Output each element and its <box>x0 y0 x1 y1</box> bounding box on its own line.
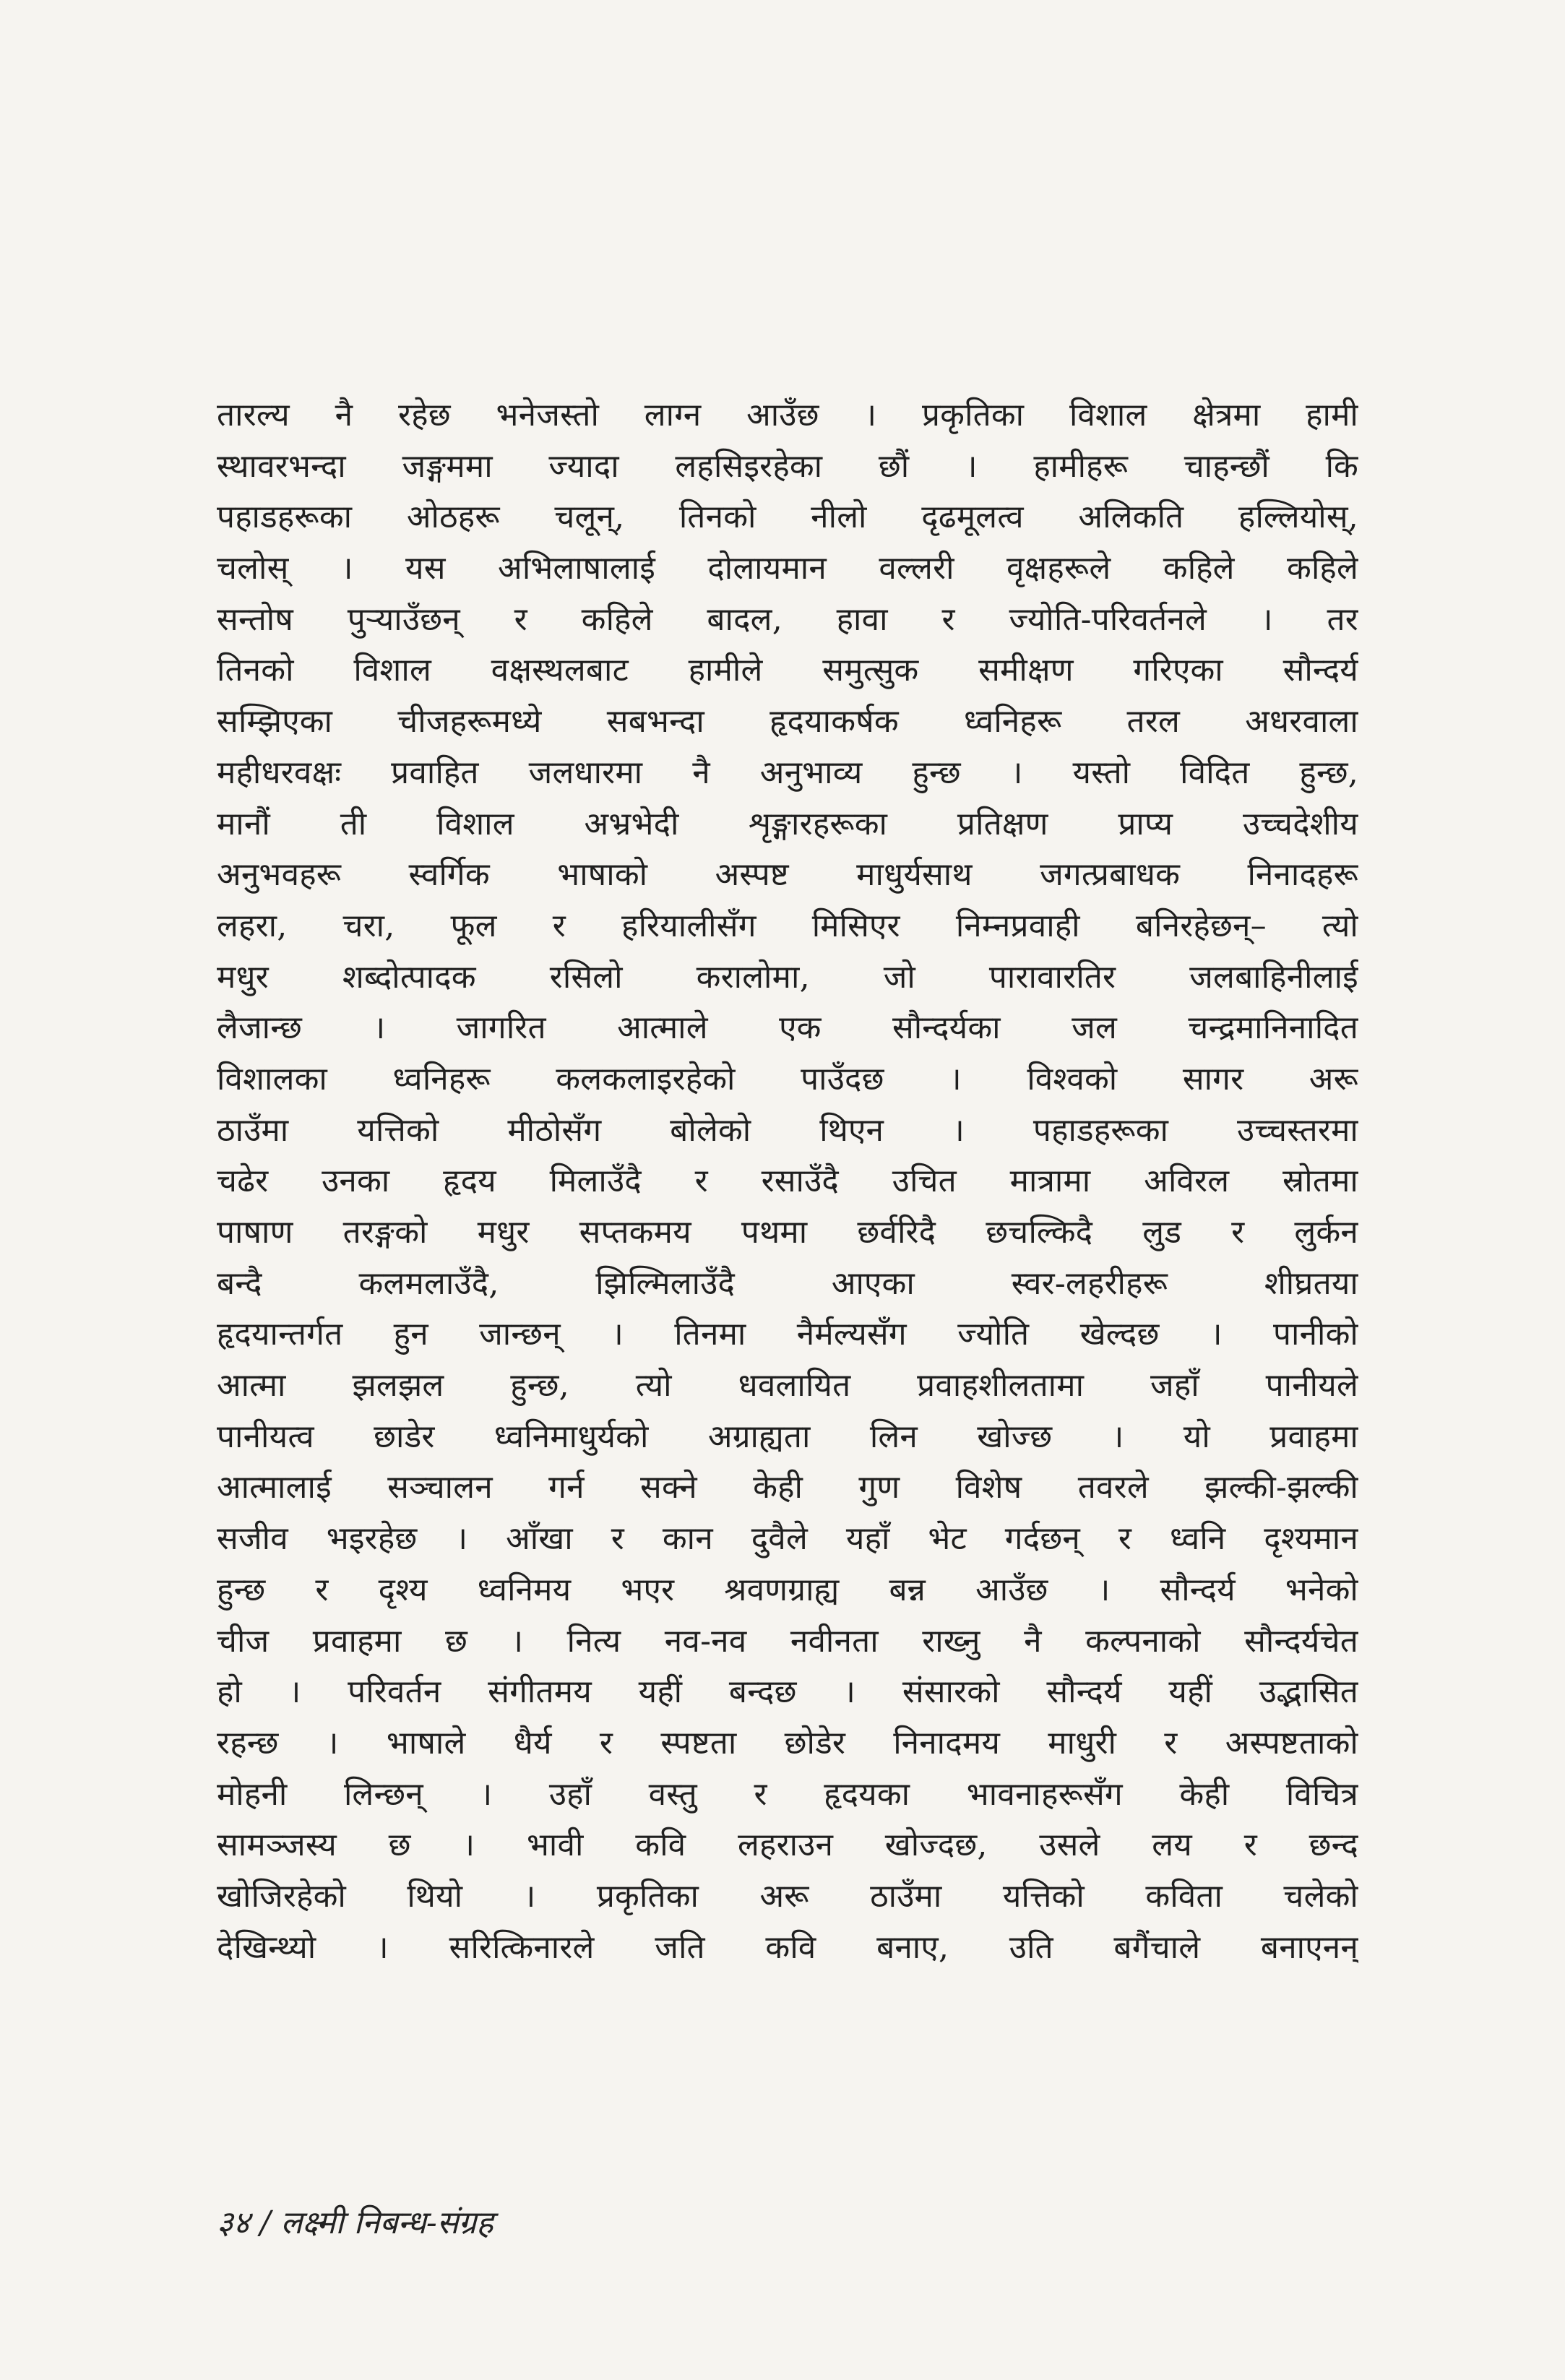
text-line: ठाउँमा यत्तिको मीठोसँग बोलेको थिएन । पहाडहरूका उच्चस्तरमा <box>217 1111 1358 1149</box>
text-line: हृदयान्तर्गत हुन जान्छन् । तिनमा नैर्मल्यसँग ज्योति खेल्दछ । पानीको <box>217 1316 1358 1353</box>
text-line: मधुर शब्दोत्पादक रसिलो करालोमा, जो पारावारतिर जलबाहिनीलाई <box>217 958 1358 996</box>
text-line: विशालका ध्वनिहरू कलकलाइरहेको पाउँदछ । विश्वको सागर अरू <box>217 1060 1358 1098</box>
text-line: अनुभवहरू स्वर्गिक भाषाको अस्पष्ट माधुर्यसाथ जगत्प्रबाधक निनादहरू <box>217 856 1358 894</box>
text-line: आत्मालाई सञ्चालन गर्न सक्ने केही गुण विशेष तवरले झल्की-झल्की <box>217 1469 1358 1506</box>
text-line: आत्मा झलझल हुन्छ, त्यो धवलायित प्रवाहशीलतामा जहाँ पानीयले <box>217 1367 1358 1405</box>
text-line: खोजिरहेको थियो । प्रकृतिका अरू ठाउँमा यत्तिको कविता चलेको <box>217 1877 1358 1915</box>
text-line: स्थावरभन्दा जङ्गममा ज्यादा लहसिइरहेका छौं । हामीहरू चाहन्छौं कि <box>217 447 1358 485</box>
text-line: सामञ्जस्य छ । भावी कवि लहराउन खोज्दछ, उसले लय र छन्द <box>217 1827 1358 1864</box>
essay-body-text <box>217 390 1358 1973</box>
text-line: महीधरवक्षः प्रवाहित जलधारमा नै अनुभाव्य हुन्छ । यस्तो विदित हुन्छ, <box>217 754 1358 791</box>
text-line: सम्झिएका चीजहरूमध्ये सबभन्दा हृदयाकर्षक ध्वनिहरू तरल अधरवाला <box>217 703 1358 741</box>
text-line: हो । परिवर्तन संगीतमय यहीं बन्दछ । संसारको सौन्दर्य यहीं उद्भासित <box>217 1673 1358 1711</box>
text-line: तारल्य नै रहेछ भनेजस्तो लाग्न आउँछ । प्रकृतिका विशाल क्षेत्रमा हामी <box>217 397 1358 434</box>
text-line: सजीव भइरहेछ । आँखा र कान दुवैले यहाँ भेट गर्दछन् र ध्वनि दृश्यमान <box>217 1520 1358 1558</box>
text-line: लहरा, चरा, फूल र हरियालीसँग मिसिएर निम्नप्रवाही बनिरहेछन्– त्यो <box>217 907 1358 944</box>
text-line: मोहनी लिन्छन् । उहाँ वस्तु र हृदयका भावनाहरूसँग केही विचित्र <box>217 1775 1358 1813</box>
text-line: मानौं ती विशाल अभ्रभेदी शृङ्गारहरूका प्रतिक्षण प्राप्य उच्चदेशीय <box>217 805 1358 842</box>
text-line: सन्तोष पुऱ्याउँछन् र कहिले बादल, हावा र ज्योति-परिवर्तनले । तर <box>217 600 1358 638</box>
text-line: पहाडहरूका ओठहरू चलून्, तिनको नीलो दृढमूलत्व अलिकति हल्लियोस्, <box>217 499 1358 536</box>
text-line: चलोस् । यस अभिलाषालाई दोलायमान वल्लरी वृक्षहरूले कहिले कहिले <box>217 550 1358 587</box>
text-line: रहन्छ । भाषाले धैर्य र स्पष्टता छोडेर निनादमय माधुरी र अस्पष्टताको <box>217 1724 1358 1762</box>
page-footer: ३४ / लक्ष्मी निबन्ध-संग्रह <box>217 2204 493 2241</box>
text-line: पानीयत्व छाडेर ध्वनिमाधुर्यको अग्राह्यता लिन खोज्छ । यो प्रवाहमा <box>217 1418 1358 1455</box>
text-line: चीज प्रवाहमा छ । नित्य नव-नव नवीनता राख्नु नै कल्पनाको सौन्दर्यचेत <box>217 1622 1358 1660</box>
text-line-last: देखिन्थ्यो । सरित्किनारले जति कवि बनाए, उति बगैंचाले बनाएनन् <box>217 1928 1358 1966</box>
text-line: चढेर उनका हृदय मिलाउँदै र रसाउँदै उचित मात्रामा अविरल स्रोतमा <box>217 1163 1358 1200</box>
text-line: बन्दै कलमलाउँदै, झिल्मिलाउँदै आएका स्वर-लहरीहरू शीघ्रतया <box>217 1264 1358 1302</box>
text-line: लैजान्छ । जागरित आत्माले एक सौन्दर्यका जल चन्द्रमानिनादित <box>217 1009 1358 1047</box>
text-line: तिनको विशाल वक्षस्थलबाट हामीले समुत्सुक समीक्षण गरिएका सौन्दर्य <box>217 652 1358 689</box>
text-line: पाषाण तरङ्गको मधुर सप्तकमय पथमा छर्वरिदै छचल्किदै लुड र लुर्कन <box>217 1214 1358 1251</box>
text-line: हुन्छ र दृश्य ध्वनिमय भएर श्रवणग्राह्य बन्न आउँछ । सौन्दर्य भनेको <box>217 1571 1358 1608</box>
